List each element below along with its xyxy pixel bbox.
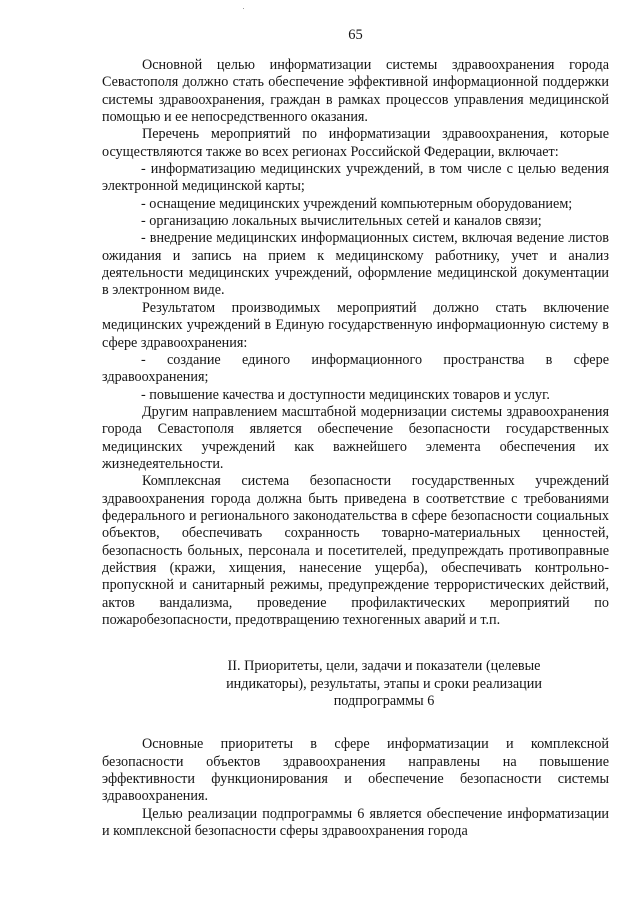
page-number: 65 <box>348 27 363 43</box>
section-heading: II. Приоритеты, цели, задачи и показатели (целевые индикаторы), результаты, этапы и сроки реализации подпрограммы 6 <box>226 658 542 710</box>
paragraph-result: Результатом производимых мероприятий должно стать включение медицинских учреждений в Единую государственную информационную систему в сфере здравоохранения: <box>102 299 609 351</box>
list-item-quality: - повышение качества и доступности медицинских товаров и услуг. <box>141 386 550 403</box>
list-item-informatization: - информатизацию медицинских учреждений, в том числе с целью ведения электронной медицинской карты; <box>102 161 609 195</box>
spacer <box>102 629 609 658</box>
list-item-networks: - организацию локальных вычислительных сетей и каналов связи; <box>141 213 542 230</box>
paragraph-measures-intro: Перечень мероприятий по информатизации здравоохранения, которые осуществляются также во всех регионах Российской Федерации, включает: <box>102 126 609 160</box>
spacer <box>102 710 609 736</box>
paragraph-security-system: Комплексная система безопасности государственных учреждений здравоохранения города должна быть приведена в соответствие с требованиями федерального и регионального законодательства в сфере безопасности социальных объектов, обеспечивать сохранность товарно-материальных ценностей, безопасность больных, персонала и посетителей, предупреждать противоправные действия (кражи, хищения, нанесение ущерба), обеспечивать контрольно-пропускной и санитарный режимы, предупреждение террористических действий, актов вандализма, проведение профилактических мероприятий по пожаробезопасности, предотвращению техногенных аварий и т.п. <box>102 473 609 628</box>
paragraph-security-direction: Другим направлением масштабной модернизации системы здравоохранения города Севастополя является обеспечение безопасности государственных медицинских учреждений как важнейшего элемента обеспечения их жизнедеятельности. <box>102 403 609 472</box>
paragraph-informatization-goal: Основной целью информатизации системы здравоохранения города Севастополя должно стать обеспечение эффективной информационной поддержки системы здравоохранения, граждан в рамках процессов управления медицинской помощью и ее непосредственного оказания. <box>102 57 609 126</box>
list-item-info-systems: - внедрение медицинских информационных систем, включая ведение листов ожидания и запись на прием к медицинскому работнику, учет и анализ деятельности медицинских учреждений, оформление медицинской документации в электронном виде. <box>102 230 609 299</box>
list-item-info-space: - создание единого информационного пространства в сфере здравоохранения; <box>102 351 609 386</box>
list-item-equipment: - оснащение медицинских учреждений компьютерным оборудованием; <box>141 195 573 212</box>
scan-speck <box>243 8 244 9</box>
paragraph-priorities: Основные приоритеты в сфере информатизации и комплексной безопасности объектов здравоохранения направлены на повышение эффективности функционирования и обеспечение безопасности системы здравоохранения. <box>102 736 609 805</box>
document-body <box>102 57 609 840</box>
paragraph-subprogram-goal: Целью реализации подпрограммы 6 является обеспечение информатизации и комплексной безопасности сферы здравоохранения города <box>102 805 609 840</box>
